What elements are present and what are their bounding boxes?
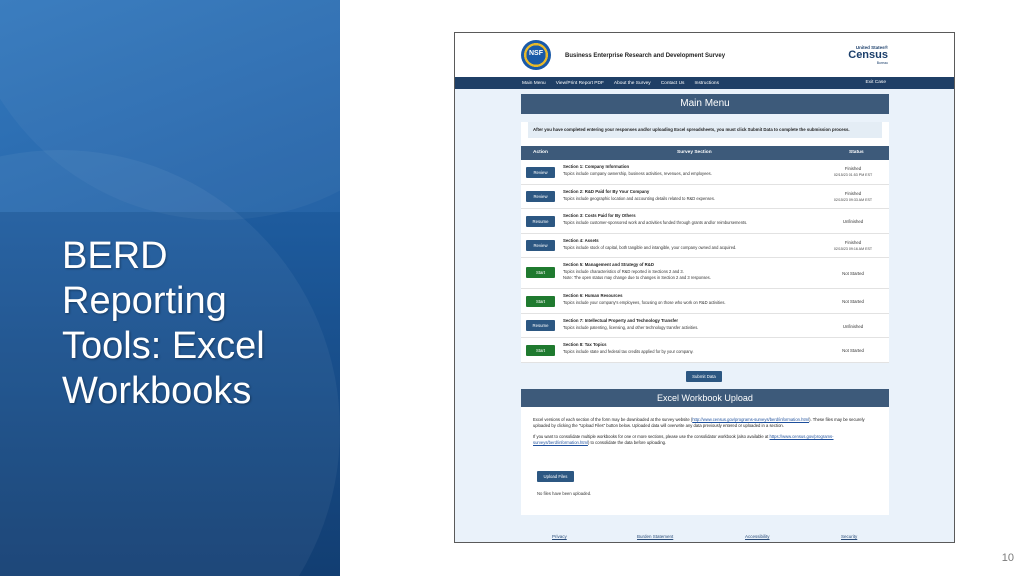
nav-view-print-pdf[interactable]: View/Print Report PDF (555, 80, 604, 86)
upload-paragraph-1 (533, 417, 877, 430)
upload-title: Excel Workbook Upload (521, 389, 889, 407)
section-status (823, 323, 883, 330)
status-text: Not Started (842, 299, 864, 304)
col-survey-section: Survey Section (677, 150, 712, 155)
section-description (563, 325, 823, 331)
footer-security-link[interactable]: Security (841, 534, 858, 539)
status-text: Finished (844, 239, 862, 245)
section-title: Section 7: Intellectual Property and Technology Transfer (563, 317, 679, 323)
section-topics: Topics include patenting, licensing, and other technology transfer activities. (563, 324, 699, 330)
census-berd-link[interactable]: http://www.census.gov/programs-surveys/berd/information.html (692, 416, 810, 422)
upload-text: If you want to consolidate multiple workbooks for one or more sections, please use the consolidator workbook (also available at (533, 433, 770, 439)
status-timestamp: 02/15/23 01:53 PM EST (833, 173, 873, 177)
census-logo (848, 45, 888, 65)
consolidator-link[interactable]: https://www.census.gov/programs-surveys/berd/information.html (533, 433, 834, 446)
section-title: Section 1: Company Information (563, 164, 630, 169)
status-text: Finished (844, 166, 862, 171)
survey-footer (455, 531, 955, 543)
section-status (823, 165, 883, 179)
upload-text: ). These files may be securely uploaded by clicking the "Upload Files" button below. Uploaded data will overwrite any data previously entered or uploaded in a section. (533, 416, 865, 429)
survey-navbar (455, 77, 954, 89)
footer-privacy-link[interactable]: Privacy (552, 534, 567, 539)
nav-main-menu[interactable]: Main Menu (522, 80, 546, 86)
section-status (823, 190, 883, 204)
footer-burden-link[interactable]: Burden Statement (637, 534, 674, 539)
slide-title: BERD Reporting Tools: Excel Workbooks (62, 235, 265, 412)
section-topics: Topics include your company's employees, focusing on those who work on R&D activities. (563, 300, 726, 305)
main-content (521, 94, 889, 515)
section-description (563, 245, 823, 251)
section-status (823, 239, 883, 253)
section-title: Section 3: Costs Paid for By Others (563, 213, 636, 218)
status-text: Unfinished (842, 323, 864, 329)
section-topics: Topics include stock of capital, both tangible and intangible, your company owned and acquired. (563, 244, 737, 250)
submit-area (521, 363, 889, 389)
section-title: Section 2: R&D Paid for By Your Company (563, 188, 650, 194)
nsf-logo-icon (521, 40, 551, 70)
table-row (521, 185, 889, 210)
table-row (521, 160, 889, 185)
section-topics: Topics include customer-sponsored work and activities funded through grants and/or reimbursements. (563, 220, 748, 225)
submit-data-button[interactable]: Submit Data (686, 371, 722, 382)
upload-text: Excel versions of each section of the form may be downloaded at the survey website ( (533, 416, 693, 422)
col-action: Action (533, 150, 548, 155)
nav-about-survey[interactable]: About the Survey (613, 80, 651, 86)
table-row (521, 314, 889, 339)
section-title: Section 4: Assets (563, 237, 599, 243)
section-title: Section 6: Human Resources (563, 293, 623, 298)
nav-contact-us[interactable]: Contact Us (660, 80, 685, 86)
upload-panel (521, 407, 889, 515)
census-logo-line3: Bureau (876, 61, 888, 65)
survey-title: Business Enterprise Research and Development Survey (565, 53, 726, 59)
survey-screenshot (454, 32, 955, 543)
section-description (563, 300, 823, 306)
col-status: Status (849, 150, 864, 155)
start-button[interactable]: Start (526, 267, 555, 278)
exit-case-link[interactable]: Exit Case (865, 80, 886, 85)
resume-button[interactable]: Resume (526, 320, 555, 331)
section-description (563, 171, 823, 177)
section-topics: Topics include state and federal tax credits applied for by your company. (563, 349, 694, 354)
main-menu-title: Main Menu (521, 94, 889, 114)
start-button[interactable]: Start (526, 345, 555, 356)
review-button[interactable]: Review (526, 167, 555, 178)
nsf-logo-text: NSF (529, 50, 543, 57)
sections-table-body (521, 160, 889, 363)
survey-header (455, 33, 954, 77)
section-status (823, 270, 883, 277)
table-row (521, 209, 889, 234)
table-row (521, 289, 889, 314)
table-row (521, 338, 889, 363)
resume-button[interactable]: Resume (526, 216, 555, 227)
nav-instructions[interactable]: Instructions (694, 80, 719, 86)
sections-table-header (521, 146, 889, 160)
upload-paragraph-2 (533, 434, 877, 447)
submit-instructions: After you have completed entering your responses and/or uploading Excel spreadsheets, you must click Submit Data to complete the submission process. (528, 122, 882, 138)
status-timestamp: 02/15/23 09:33 AM EST (833, 197, 873, 202)
table-row (521, 234, 889, 259)
section-description (563, 269, 823, 281)
section-title: Section 5: Management and Strategy of R&D (563, 262, 654, 267)
status-text: Unfinished (842, 219, 864, 224)
review-button[interactable]: Review (526, 240, 555, 251)
section-description (563, 196, 823, 202)
section-topics: Topics include geographic location and accounting details related to R&D expenses. (563, 195, 716, 201)
table-row (521, 258, 889, 289)
section-topics: Topics include characteristics of R&D reported in Sections 2 and 3. (563, 269, 684, 274)
start-button[interactable]: Start (526, 296, 555, 307)
status-text: Finished (844, 190, 862, 196)
slide-left-panel (0, 0, 340, 576)
status-text: Not Started (842, 271, 864, 276)
upload-text: ) to consolidate the data before uploading. (587, 440, 667, 446)
status-text: Not Started (842, 348, 864, 353)
section-topics: Topics include company ownership, business activities, revenues, and employees. (563, 171, 712, 176)
footer-accessibility-link[interactable]: Accessibility (745, 534, 770, 539)
section-status (823, 347, 883, 354)
status-timestamp: 02/15/23 09:16 AM EST (833, 246, 873, 251)
no-files-message: No files have been uploaded. (537, 490, 592, 496)
upload-files-button[interactable]: Upload Files (537, 471, 574, 482)
section-note: Note: The open status may change due to changes in Section 2 and 3 responses. (563, 275, 711, 280)
page-number: 10 (1001, 552, 1014, 564)
section-description (563, 220, 823, 226)
section-status (823, 218, 883, 225)
census-logo-line1: United States® (855, 45, 888, 50)
census-logo-line2: Census (848, 49, 888, 61)
main-menu-panel (521, 122, 889, 363)
section-status (823, 298, 883, 305)
section-title: Section 8: Tax Topics (563, 342, 607, 347)
section-description (563, 349, 823, 355)
review-button[interactable]: Review (526, 191, 555, 202)
